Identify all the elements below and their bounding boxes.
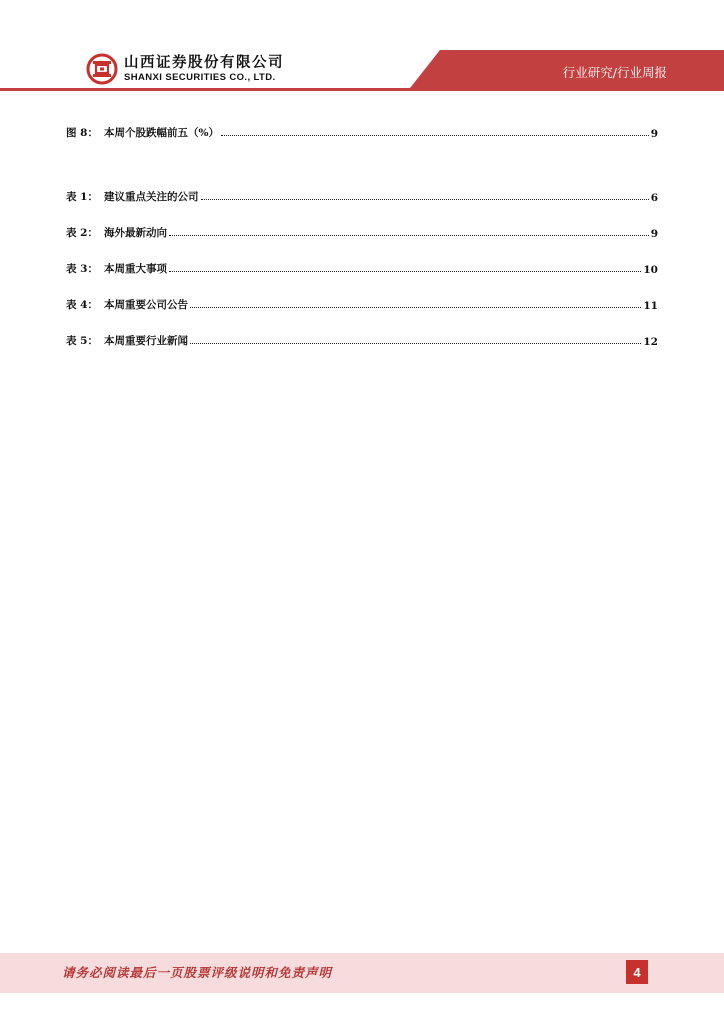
toc-entry-title: 本周个股跌幅前五（%）: [104, 127, 219, 139]
page-header: [0, 0, 724, 100]
toc-dot-leader: [201, 198, 649, 200]
disclaimer-notice: 请务必阅读最后一页股票评级说明和免责声明: [62, 965, 333, 980]
toc-entry[interactable]: [66, 328, 658, 348]
toc-entry-number: 表 4：: [66, 299, 98, 311]
toc-entry-number: 图 8：: [66, 127, 98, 139]
report-category-label: 行业研究/行业周报: [562, 65, 667, 80]
page-footer: [0, 953, 724, 993]
toc-entry-title: 本周重大事项: [104, 263, 167, 275]
toc-entry-page: 6: [650, 192, 658, 204]
toc-dot-leader: [221, 134, 649, 136]
company-name-cn: 山西证券股份有限公司: [124, 54, 284, 71]
toc-entry-number: 表 3：: [66, 263, 98, 275]
toc-dot-leader: [190, 306, 641, 308]
toc-entry[interactable]: [66, 120, 658, 140]
toc-entry-page: 9: [650, 128, 658, 140]
shanxi-securities-logo-icon: [86, 53, 118, 85]
company-logo: [86, 52, 284, 86]
toc-entry-page: 12: [643, 336, 658, 348]
toc-entry[interactable]: [66, 220, 658, 240]
toc-entry-number: 表 5：: [66, 335, 98, 347]
toc-entry-title: 海外最新动向: [104, 227, 167, 239]
toc-dot-leader: [169, 270, 641, 272]
company-name-en: SHANXI SECURITIES CO., LTD.: [124, 71, 276, 83]
toc-entry-title: 本周重要行业新闻: [104, 335, 188, 347]
toc-entry[interactable]: [66, 256, 658, 276]
toc-entry[interactable]: [66, 292, 658, 312]
toc-entry-number: 表 2：: [66, 227, 98, 239]
toc-dot-leader: [169, 234, 649, 236]
toc-entry-page: 11: [643, 300, 658, 312]
toc-entry-title: 本周重要公司公告: [104, 299, 188, 311]
toc-entry-page: 10: [643, 264, 658, 276]
toc-entry-number: 表 1：: [66, 191, 98, 203]
toc-entry-page: 9: [650, 228, 658, 240]
toc-entry-title: 建议重点关注的公司: [104, 191, 199, 203]
toc-dot-leader: [190, 342, 641, 344]
header-divider: [0, 88, 724, 91]
page-number-badge: 4: [626, 960, 648, 984]
toc-entry[interactable]: [66, 184, 658, 204]
